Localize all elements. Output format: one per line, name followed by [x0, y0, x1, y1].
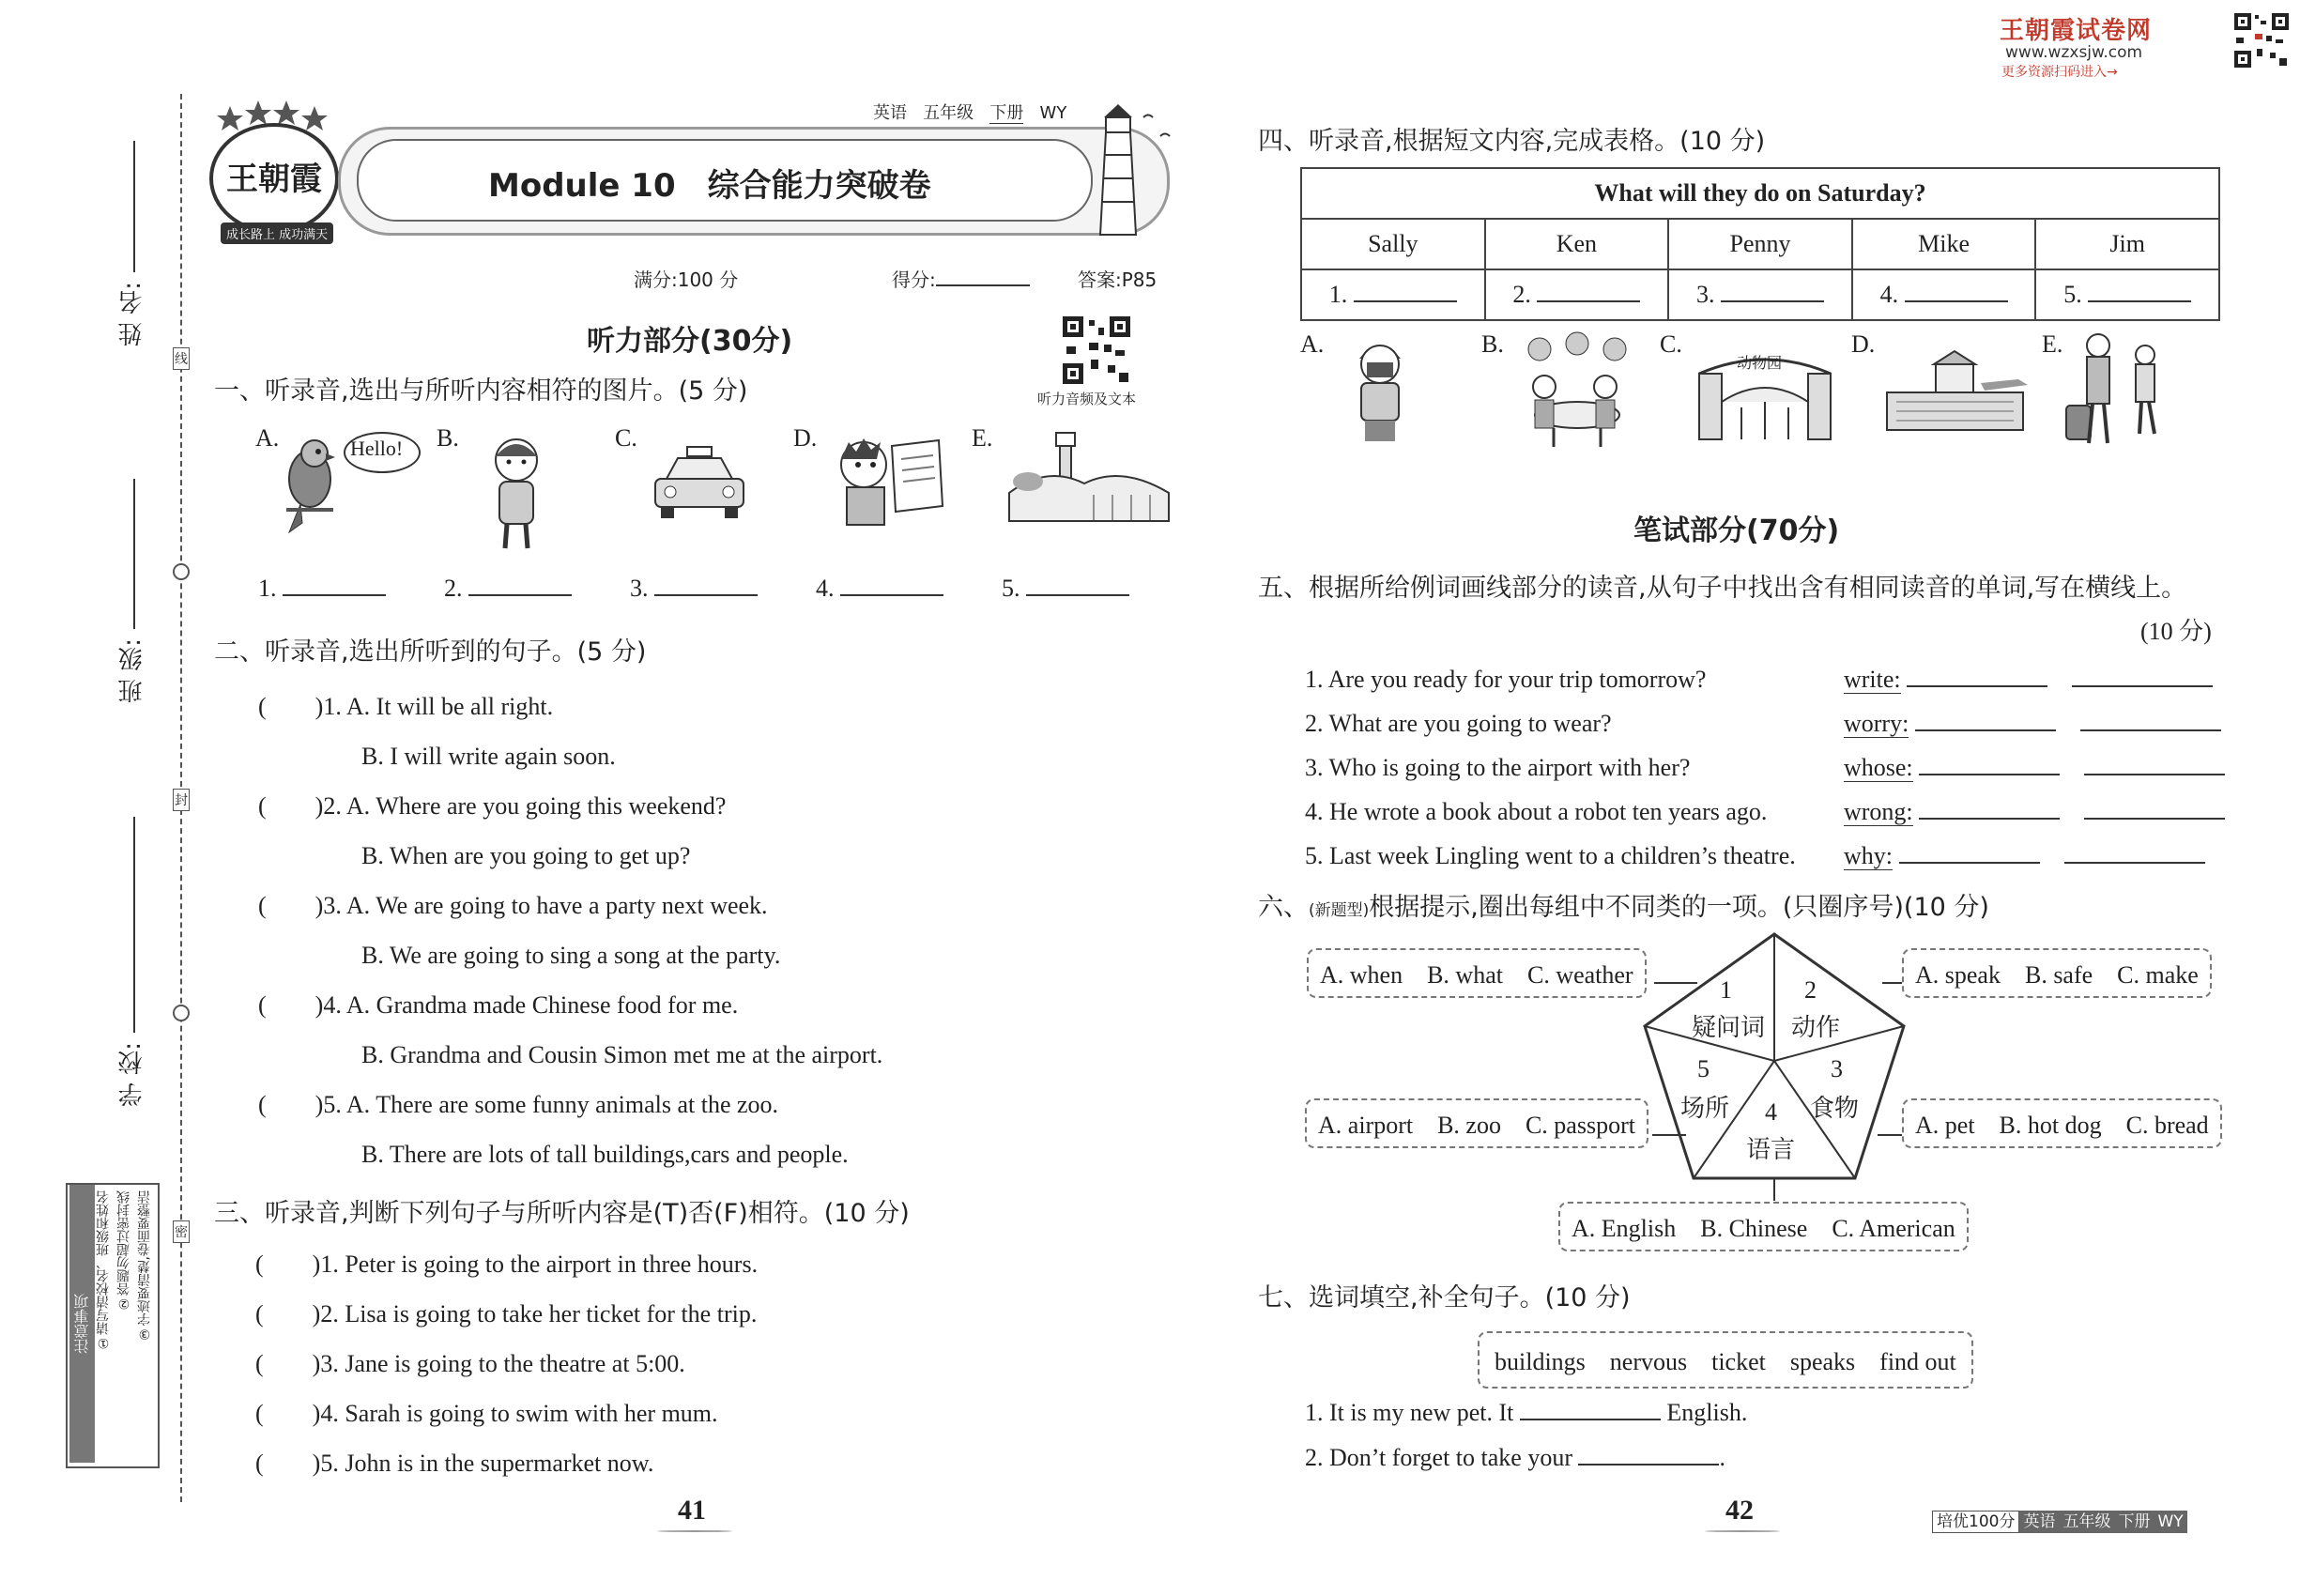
- table-header: Jim: [2035, 219, 2219, 269]
- boy-picture: [479, 430, 554, 552]
- s5-item-4: 4. He wrote a book about a robot ten years ago. wrong:: [1305, 790, 2225, 834]
- family-travel-picture: [2061, 330, 2192, 448]
- page-number-right: 42: [1725, 1495, 1754, 1526]
- s1-label-a: A.: [255, 424, 280, 452]
- name-label: 姓 名:: [118, 282, 146, 347]
- s2-item-3-b: B. We are going to sing a song at the party.: [361, 942, 781, 969]
- s7-item-1: 1. It is my new pet. It English.: [1305, 1399, 1748, 1426]
- notice-item: ③字迹要清楚,卷面要整洁: [137, 1190, 152, 1342]
- full-score: 满分:100 分: [634, 269, 739, 291]
- answer-bracket[interactable]: (: [258, 892, 315, 919]
- ring-icon-1: [173, 563, 190, 580]
- photographer-picture: [1342, 330, 1418, 448]
- option-group-5[interactable]: A. airport B. zoo C. passport: [1305, 1098, 1648, 1148]
- notice-item: ②答题勿超过密封线: [116, 1190, 131, 1311]
- binding-margin: [56, 94, 197, 1502]
- brand-block: [2000, 11, 2291, 80]
- answer-bracket[interactable]: (: [258, 1091, 315, 1118]
- listening-title: 听力部分(30分): [587, 325, 793, 358]
- s1-answer-4: 4.: [816, 575, 1002, 603]
- answer-ref: 答案:P85: [1078, 269, 1158, 291]
- answer-bracket[interactable]: (: [255, 1450, 313, 1477]
- s5-item-2: 2. What are you going to wear? worry:: [1305, 701, 2225, 745]
- table-header: Mike: [1852, 219, 2036, 269]
- s2-item-4: ( )4. A. Grandma made Chinese food for me.: [258, 991, 739, 1019]
- s4-label-e: E.: [2042, 330, 2063, 358]
- pentagon-label: 动作: [1791, 1014, 1841, 1042]
- section-4-title: 四、听录音,根据短文内容,完成表格。(10 分): [1258, 127, 1766, 156]
- s5-item-3: 3. Who is going to the airport with her? whose:: [1305, 745, 2225, 790]
- s3-item-5: ( )5. John is in the supermarket now.: [255, 1450, 654, 1477]
- table-cell[interactable]: 5.: [2035, 269, 2219, 320]
- page-number-left-swoosh: [657, 1530, 732, 1532]
- table-cell[interactable]: 2.: [1485, 269, 1669, 320]
- class-field[interactable]: [133, 479, 135, 629]
- party-picture: [1516, 330, 1638, 451]
- pentagon-number: 3: [1831, 1055, 1843, 1082]
- s2-item-2-b: B. When are you going to get up?: [361, 842, 691, 869]
- answer-bracket[interactable]: (: [255, 1300, 313, 1327]
- s4-label-a: A.: [1300, 330, 1325, 358]
- option-group-4[interactable]: A. English B. Chinese C. American: [1558, 1202, 1969, 1251]
- s3-item-2: ( )2. Lisa is going to take her ticket for the trip.: [255, 1300, 758, 1327]
- s1-label-b: B.: [437, 424, 459, 452]
- s2-item-3: ( )3. A. We are going to have a party next week.: [258, 892, 768, 919]
- answer-bracket[interactable]: (: [258, 991, 315, 1019]
- s4-label-d: D.: [1851, 330, 1876, 358]
- taxi-picture: [648, 441, 751, 526]
- s1-answer-2: 2.: [444, 575, 630, 603]
- pentagon-number: 4: [1765, 1098, 1777, 1126]
- brand-tagline: 更多资源扫码进入→: [2001, 65, 2118, 80]
- brand-url[interactable]: www.wzxsjw.com: [2005, 43, 2143, 62]
- header-meta: [873, 100, 1066, 124]
- pentagon-label: 食物: [1810, 1095, 1860, 1123]
- s5-item-5: 5. Last week Lingling went to a children’s theatre. why:: [1305, 834, 2225, 878]
- s2-item-1: ( )1. A. It will be all right.: [258, 693, 554, 720]
- word-bank: buildings nervous ticket speaks find out: [1478, 1331, 1973, 1389]
- s4-label-c: C.: [1660, 330, 1682, 358]
- s3-item-4: ( )4. Sarah is going to swim with her mum.: [255, 1400, 718, 1427]
- page-number-right-swoosh: [1705, 1530, 1780, 1532]
- pentagon-number: 1: [1720, 976, 1732, 1004]
- s5-item-1: 1. Are you ready for your trip tomorrow? write:: [1305, 657, 2225, 701]
- s3-item-1: ( )1. Peter is going to the airport in three hours.: [255, 1251, 759, 1278]
- table-header: Penny: [1668, 219, 1852, 269]
- pentagon-label: 语言: [1746, 1136, 1796, 1164]
- class-label: 班 级:: [118, 638, 146, 704]
- school-field[interactable]: [133, 817, 135, 1033]
- meta-term: 下册: [989, 103, 1024, 123]
- option-group-3[interactable]: A. pet B. hot dog C. bread: [1902, 1098, 2222, 1148]
- score-label: [892, 265, 1030, 292]
- s1-label-e: E.: [972, 424, 993, 452]
- table-title: What will they do on Saturday?: [1301, 168, 2219, 219]
- section-3-title: 三、听录音,判断下列句子与所听内容是(T)否(F)相符。(10 分): [214, 1199, 910, 1228]
- table-header: Ken: [1485, 219, 1669, 269]
- cut-mark-3: 密: [173, 1220, 190, 1243]
- s3-list: [255, 1239, 758, 1488]
- section-1-title: 一、听录音,选出与所听内容相符的图片。(5 分): [214, 376, 748, 406]
- connector-line: [1652, 1134, 1686, 1136]
- s2-list: [258, 682, 882, 1179]
- s7-blank-2[interactable]: [1578, 1463, 1719, 1466]
- s3-item-3: ( )3. Jane is going to the theatre at 5:00.: [255, 1350, 685, 1377]
- new-type-tag: (新题型): [1309, 901, 1370, 920]
- s1-answer-1: 1.: [258, 575, 444, 603]
- reading-man-picture: [826, 427, 948, 530]
- score-text: 得分:: [892, 269, 936, 291]
- table-cell[interactable]: 3.: [1668, 269, 1852, 320]
- section-7-title: 七、选词填空,补全句子。(10 分): [1258, 1283, 1631, 1312]
- notice-box: [66, 1183, 160, 1468]
- answer-bracket[interactable]: (: [255, 1400, 313, 1427]
- s2-item-2: ( )2. A. Where are you going this weekend?: [258, 792, 727, 820]
- section-6-title: 六、(新题型)根据提示,圈出每组中不同类的一项。(只圈序号)(10 分): [1258, 893, 1989, 922]
- table-cell[interactable]: 4.: [1852, 269, 2036, 320]
- s2-item-5-b: B. There are lots of tall buildings,cars and people.: [361, 1141, 849, 1168]
- option-group-1[interactable]: A. when B. what C. weather: [1307, 948, 1647, 998]
- option-group-2[interactable]: A. speak B. safe C. make: [1902, 948, 2212, 998]
- qr-caption: 听力音频及文本: [1037, 391, 1137, 407]
- meta-edition: WY: [1039, 103, 1067, 123]
- pentagon-label: 场所: [1680, 1095, 1730, 1123]
- meta-grade: 五年级: [923, 103, 974, 123]
- s5-list: [1305, 657, 2225, 878]
- table-cell[interactable]: 1.: [1301, 269, 1485, 320]
- page-number-left: 41: [678, 1495, 706, 1526]
- writing-title: 笔试部分(70分): [1633, 514, 1840, 547]
- meta-subject: 英语: [873, 103, 907, 123]
- footer-badge: 培优100分 英语 五年级 下册 WY: [1932, 1508, 2187, 1531]
- s1-answer-3: 3.: [630, 575, 816, 603]
- s1-label-d: D.: [793, 424, 818, 452]
- pentagon-number: 2: [1804, 976, 1817, 1004]
- schedule-table: [1300, 167, 2220, 321]
- notice-title: 注意事项: [69, 1185, 95, 1463]
- section-5-score: (10 分): [2140, 618, 2212, 645]
- answer-bracket[interactable]: (: [255, 1251, 313, 1278]
- section-2-title: 二、听录音,选出所听到的句子。(5 分): [214, 637, 647, 667]
- name-field[interactable]: [133, 141, 135, 272]
- s1-label-c: C.: [615, 424, 637, 452]
- table-header: Sally: [1301, 219, 1485, 269]
- section-5-title: 五、根据所给例词画线部分的读音,从句子中找出含有相同读音的单词,写在横线上。: [1258, 574, 2187, 603]
- s2-item-4-b: B. Grandma and Cousin Simon met me at the airport.: [361, 1041, 883, 1068]
- logo-text: 王朝霞: [226, 162, 322, 197]
- score-field[interactable]: [936, 284, 1030, 286]
- s2-item-1-b: B. I will write again soon.: [361, 743, 616, 770]
- pentagon-label: 疑问词: [1692, 1014, 1766, 1042]
- answer-bracket[interactable]: (: [258, 693, 315, 720]
- notice-item: ①请写清校名、班级和姓名: [96, 1190, 111, 1350]
- logo-badge: [202, 99, 343, 242]
- page-title: Module 10 综合能力突破卷: [488, 167, 931, 205]
- brand-qr-icon[interactable]: [2232, 11, 2291, 69]
- connector-line: [1773, 1178, 1775, 1201]
- s2-item-5: ( )5. A. There are some funny animals at the zoo.: [258, 1091, 779, 1118]
- pentagon-number: 5: [1697, 1055, 1710, 1082]
- s4-label-b: B.: [1481, 330, 1504, 358]
- logo-motto: 成长路上 成功满天: [221, 223, 333, 244]
- school-label: 学 校:: [118, 1042, 146, 1108]
- lighthouse-icon: [1078, 99, 1181, 239]
- s7-blank-1[interactable]: [1520, 1418, 1661, 1420]
- cut-mark-1: 线: [173, 347, 190, 370]
- s1-answer-row: [258, 575, 1159, 603]
- answer-bracket[interactable]: (: [255, 1350, 313, 1377]
- building-picture: [1878, 345, 2032, 444]
- connector-line: [1654, 982, 1697, 984]
- qr-code-icon[interactable]: [1061, 315, 1132, 386]
- airport-picture: [1000, 427, 1173, 526]
- cut-mark-2: 封: [173, 789, 190, 811]
- speech-bubble-text: Hello!: [350, 437, 404, 460]
- ring-icon-2: [173, 1005, 190, 1021]
- s7-item-2: 2. Don’t forget to take your .: [1305, 1444, 1725, 1471]
- brand-name: 王朝霞试卷网: [2000, 17, 2153, 45]
- zoo-sign: 动物园: [1737, 354, 1783, 372]
- answer-bracket[interactable]: (: [258, 792, 315, 820]
- s1-answer-5: 5.: [1002, 575, 1152, 603]
